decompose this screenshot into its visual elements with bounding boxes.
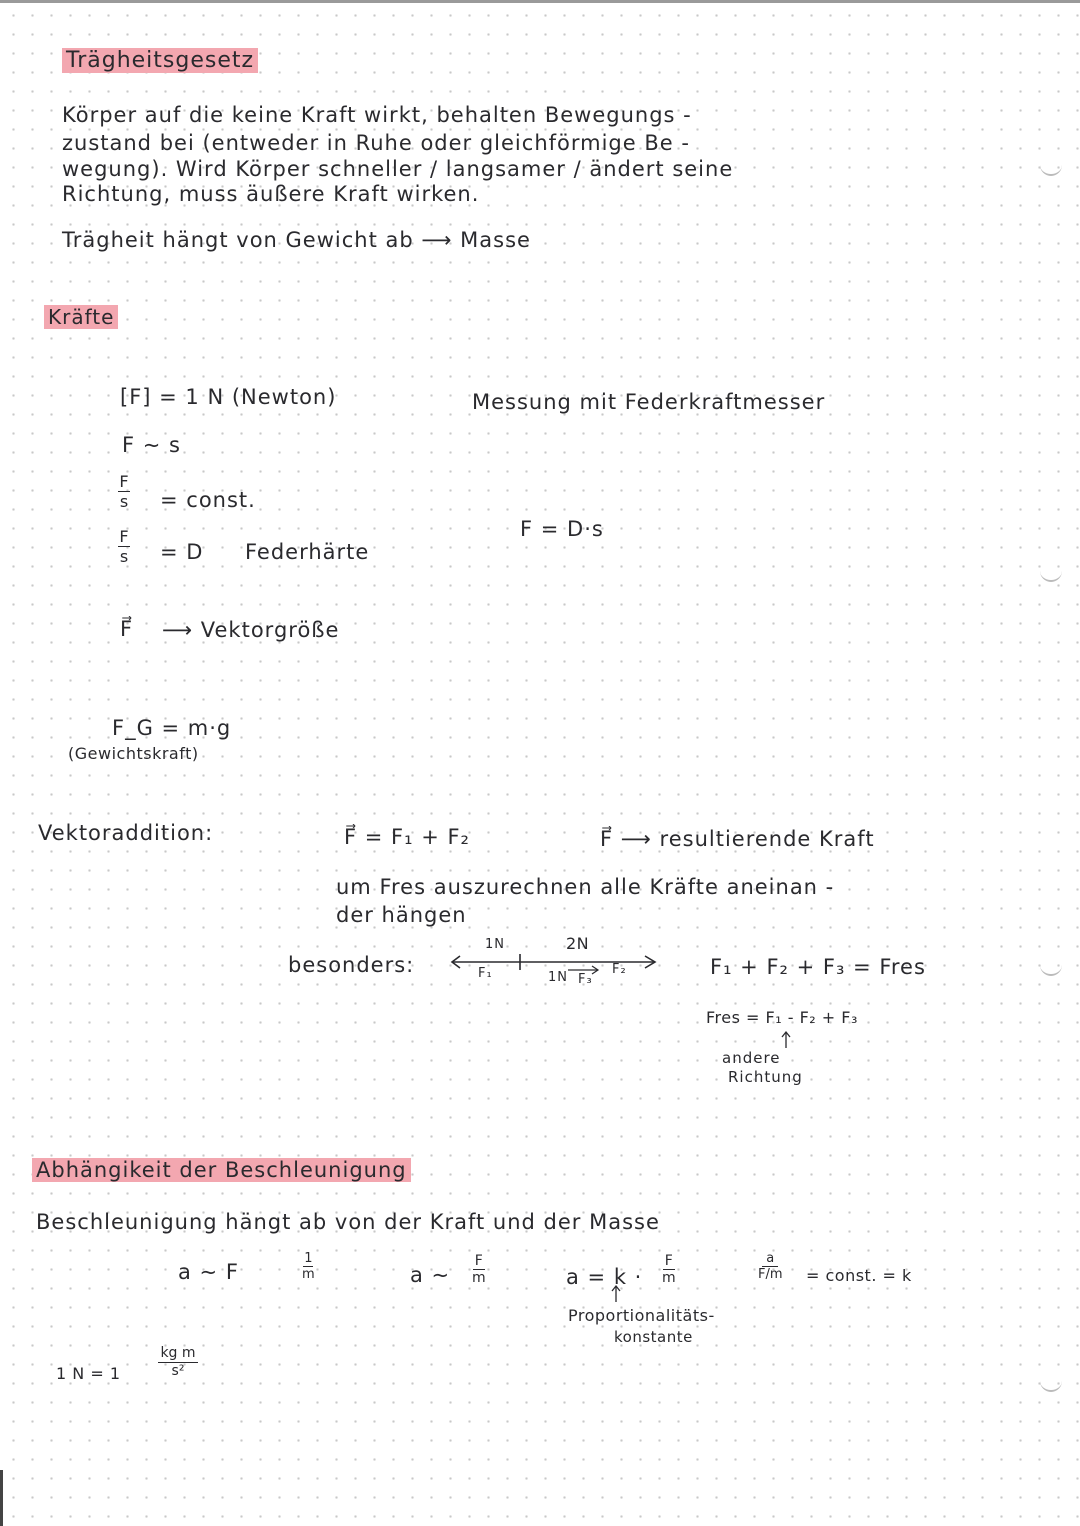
- weight-formula: F_G = m·g: [112, 716, 232, 740]
- rel-1-fraction: 1 m: [302, 1251, 315, 1282]
- inertia-heading: Trägheitsgesetz: [62, 48, 258, 73]
- page-top-edge: [0, 0, 1080, 3]
- force-unit: [F] = 1 N (Newton): [120, 385, 337, 409]
- diagram-1n: 1N: [485, 937, 505, 952]
- force-proportional: F ∼ s: [122, 433, 181, 457]
- d-fraction: F s: [119, 527, 129, 566]
- force-measurement: Messung mit Federkraftmesser: [472, 390, 826, 414]
- newton-lhs: 1 N = 1: [56, 1364, 121, 1383]
- vector-addition-label: Vektoraddition:: [38, 821, 214, 845]
- k-label-2: konstante: [614, 1328, 693, 1346]
- vector-addition-formula: F⃗ = F₁ + F₂: [344, 825, 470, 849]
- explain-line-1: um Fres auszurechnen alle Kräfte aneinan -: [336, 875, 835, 899]
- const-fraction: F s: [119, 472, 129, 511]
- diagram-f1: F₁: [478, 966, 493, 981]
- inertia-line-4: Richtung, muss äußere Kraft wirken.: [62, 182, 480, 206]
- other-direction-1: andere: [722, 1049, 781, 1067]
- rel-3: a = k ·: [566, 1265, 643, 1289]
- punch-hole-mark: [1040, 1376, 1062, 1392]
- weight-label: (Gewichtskraft): [68, 744, 199, 763]
- vector-symbol: F⃗: [120, 617, 134, 641]
- sum-formula: F₁ + F₂ + F₃ = Fres: [710, 955, 926, 979]
- special-label: besonders:: [288, 953, 415, 977]
- punch-hole-mark: [1040, 566, 1062, 582]
- other-direction-2: Richtung: [728, 1068, 803, 1086]
- forces-heading: Kräfte: [44, 305, 118, 329]
- inertia-line-3: wegung). Wird Körper schneller / langsamer / ändert seine: [62, 157, 734, 181]
- rel-2: a ∼: [410, 1263, 451, 1287]
- acceleration-sentence: Beschleunigung hängt ab von der Kraft und der Masse: [36, 1210, 660, 1234]
- k-arrow: [611, 1284, 621, 1304]
- d-label: Federhärte: [245, 540, 370, 564]
- direction-arrow: [781, 1030, 791, 1050]
- diagram-f3: F₃: [578, 972, 593, 987]
- rel-3-fraction: F m: [662, 1253, 676, 1286]
- diagram-2n: 2N: [566, 934, 590, 953]
- inertia-line-2: zustand bei (entweder in Ruhe oder gleichförmige Be -: [62, 131, 690, 155]
- explain-line-2: der hängen: [336, 903, 467, 927]
- hooke-formula: F = D·s: [520, 517, 604, 541]
- rel-4-text: = const. = k: [806, 1266, 912, 1285]
- resultant-text: F⃗ ⟶ resultierende Kraft: [600, 827, 875, 851]
- acceleration-heading: Abhängikeit der Beschleunigung: [32, 1158, 411, 1182]
- rel-2-fraction: F m: [472, 1253, 486, 1286]
- page-left-edge-mark: [0, 1470, 3, 1526]
- punch-hole-mark: [1040, 960, 1062, 976]
- punch-hole-mark: [1040, 160, 1062, 176]
- inertia-mass-note: Trägheit hängt von Gewicht ab ⟶ Masse: [62, 228, 531, 252]
- diagram-f2: F₂: [612, 962, 627, 977]
- inertia-line-1: Körper auf die keine Kraft wirkt, behalten Bewegungs -: [62, 103, 692, 127]
- d-text: = D: [160, 540, 204, 564]
- rel-4-fraction: a F/m: [758, 1251, 783, 1282]
- k-label-1: Proportionalitäts-: [568, 1306, 715, 1325]
- newton-fraction: kg m s²: [158, 1346, 198, 1379]
- vector-text: ⟶ Vektorgröße: [162, 618, 340, 642]
- const-text: = const.: [160, 488, 256, 512]
- res-formula: Fres = F₁ - F₂ + F₃: [706, 1008, 858, 1027]
- rel-1: a ∼ F: [178, 1260, 239, 1284]
- diagram-1n-small: 1N: [548, 970, 568, 985]
